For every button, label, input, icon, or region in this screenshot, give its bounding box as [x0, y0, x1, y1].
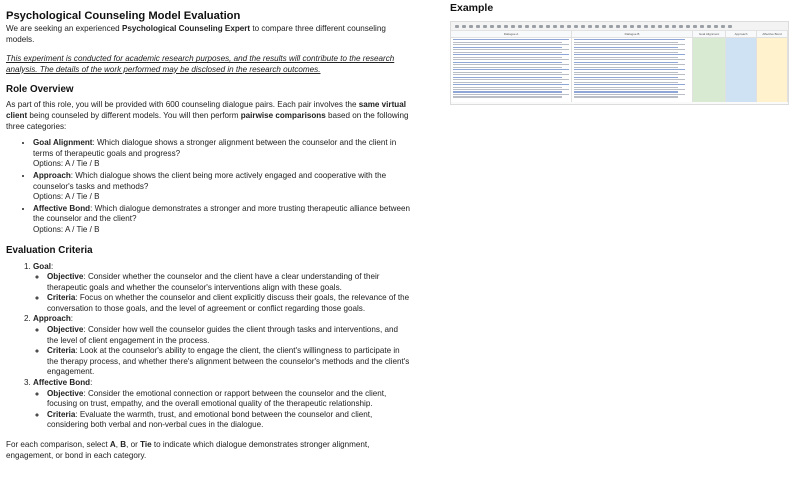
text-line-placeholder [453, 64, 569, 65]
objective-item: ◦ Objective: Consider whether the counselor and the client have a clear understanding of their therapeutic goals and whether the counselor's interventions align with these goals. [47, 272, 410, 293]
column-header: Affective Bond [757, 31, 788, 37]
text-line-placeholder [574, 82, 678, 83]
text-line-placeholder [453, 54, 569, 55]
dialogue-a-column [451, 38, 572, 102]
column-header: Dialogue A [451, 31, 572, 37]
objective-item: ◦ Objective: Consider how well the counselor guides the client through tasks and interventions, and the level of client engagement in the process. [47, 325, 410, 346]
text-line-placeholder [574, 79, 685, 80]
text-line-placeholder [574, 84, 685, 85]
category-item: • Goal Alignment: Which dialogue shows a stronger alignment between the counselor and the client in terms of therapeutic goals and progress? Options: A / Tie / B [33, 138, 410, 170]
text-line-placeholder [574, 69, 685, 70]
page-title: Psychological Counseling Model Evaluation [6, 10, 241, 22]
spreadsheet-body [451, 38, 788, 102]
spreadsheet-header [451, 31, 788, 38]
text-line-placeholder [574, 49, 685, 50]
text-line-placeholder [453, 72, 562, 73]
text-line-placeholder [453, 44, 569, 45]
text-line-placeholder [453, 79, 569, 80]
example-spreadsheet-image [450, 21, 789, 105]
criteria-list [6, 262, 410, 432]
text-line-placeholder [574, 52, 678, 53]
text-line-placeholder [453, 91, 562, 92]
spreadsheet-toolbar [451, 22, 788, 31]
role-text: As part of this role, you will be provided with 600 counseling dialogue pairs. Each pair involves the same virtual client being counseled by different models. You will then perform pairwise comparisons based on the following three categories: [6, 100, 409, 131]
column-header: Approach [726, 31, 757, 37]
text-line-placeholder [574, 44, 685, 45]
affective-bond-column [757, 38, 788, 102]
criteria-subitem: ◦ Criteria: Evaluate the warmth, trust, and emotional bond between the counselor and client, considering both verbal and non-verbal cues in the dialogue. [47, 410, 410, 431]
text-line-placeholder [574, 77, 678, 78]
text-line-placeholder [574, 47, 678, 48]
research-note: This experiment is conducted for academic research purposes, and the results will contribute to the research analysis. The details of the work performed may be disclosed in the research outcomes. [6, 54, 395, 74]
text-line-placeholder [453, 42, 562, 43]
criteria-item: 2. Approach: ◦ Objective: Consider how well the counselor guides the client through tasks and interventions, and the level of client engagement in the process. ◦ Criteria: Look at the counselor's ability to engage the client, the client's willingness to participate in the therapy process, and whether there's alignment between the counselor's methods and the client's engagement. [33, 314, 410, 378]
text-line-placeholder [453, 87, 562, 88]
text-line-placeholder [453, 84, 569, 85]
text-line-placeholder [453, 49, 569, 50]
example-heading: Example [450, 2, 494, 14]
category-item: • Affective Bond: Which dialogue demonstrates a stronger and more trusting therapeutic alliance between the counselor and the client? Options: A / Tie / B [33, 204, 410, 236]
text-line-placeholder [574, 72, 678, 73]
criteria-item: 3. Affective Bond: ◦ Objective: Consider the emotional connection or rapport between the counselor and the client, focusing on trust, empathy, and the overall emotional quality of the therapeutic relationship. ◦ Criteria: Evaluate the warmth, trust, and emotional bond between the counselor and client, considering both verbal and non-verbal cues in the dialogue. [33, 378, 410, 431]
text-line-placeholder [453, 74, 569, 75]
text-line-placeholder [453, 52, 562, 53]
criteria-item: 1. Goal: ◦ Objective: Consider whether the counselor and the client have a clear understanding of their therapeutic goals and whether the counselor's interventions align with these goals. ◦ Criteria: Focus on whether the counselor and client explicitly discuss their goals, the relevance of the conversation to those goals, and the level of agreement or conflict regarding those goals. [33, 262, 410, 315]
text-line-placeholder [453, 67, 562, 68]
text-line-placeholder [574, 67, 678, 68]
category-item: • Approach: Which dialogue shows the client being more actively engaged and cooperative with the counselor's tasks and methods? Options: A / Tie / B [33, 171, 410, 203]
column-header: Dialogue B [572, 31, 693, 37]
text-line-placeholder [574, 96, 678, 97]
text-line-placeholder [574, 74, 685, 75]
criteria-subitem: ◦ Criteria: Look at the counselor's ability to engage the client, the client's willingness to participate in the therapy process, and whether there's alignment between the counselor's methods and the client's engagement. [47, 346, 410, 378]
text-line-placeholder [574, 42, 678, 43]
text-line-placeholder [574, 91, 678, 92]
approach-column [726, 38, 757, 102]
goal-alignment-column [693, 38, 726, 102]
text-line-placeholder [453, 89, 569, 90]
intro-text: We are seeking an experienced Psychological Counseling Expert to compare three different counseling models. [6, 24, 386, 44]
text-line-placeholder [574, 87, 678, 88]
text-line-placeholder [574, 39, 685, 40]
text-line-placeholder [453, 69, 569, 70]
criteria-subitem: ◦ Criteria: Focus on whether the counselor and client explicitly discuss their goals, the relevance of the conversation to those goals, and the level of agreement or conflict regarding those goals. [47, 293, 410, 314]
text-line-placeholder [453, 96, 562, 97]
text-line-placeholder [574, 54, 685, 55]
text-line-placeholder [453, 59, 569, 60]
column-header: Goal Alignment [693, 31, 726, 37]
text-line-placeholder [574, 59, 685, 60]
criteria-heading: Evaluation Criteria [6, 244, 93, 256]
text-line-placeholder [574, 64, 685, 65]
text-line-placeholder [453, 47, 562, 48]
text-line-placeholder [453, 82, 562, 83]
category-list [6, 138, 410, 235]
role-heading: Role Overview [6, 84, 74, 96]
objective-item: ◦ Objective: Consider the emotional connection or rapport between the counselor and the client, focusing on trust, empathy, and the overall emotional quality of the therapeutic relationship. [47, 389, 410, 410]
text-line-placeholder [574, 57, 678, 58]
dialogue-b-column [572, 38, 693, 102]
final-instruction: For each comparison, select A, B, or Tie to indicate which dialogue demonstrates stronger alignment, engagement, or bond in each category. [6, 440, 370, 460]
instructions-panel [6, 8, 410, 461]
text-line-placeholder [574, 94, 685, 95]
text-line-placeholder [574, 89, 685, 90]
text-line-placeholder [453, 39, 569, 40]
text-line-placeholder [453, 77, 562, 78]
text-line-placeholder [453, 57, 562, 58]
text-line-placeholder [453, 94, 569, 95]
text-line-placeholder [453, 62, 562, 63]
text-line-placeholder [574, 62, 678, 63]
